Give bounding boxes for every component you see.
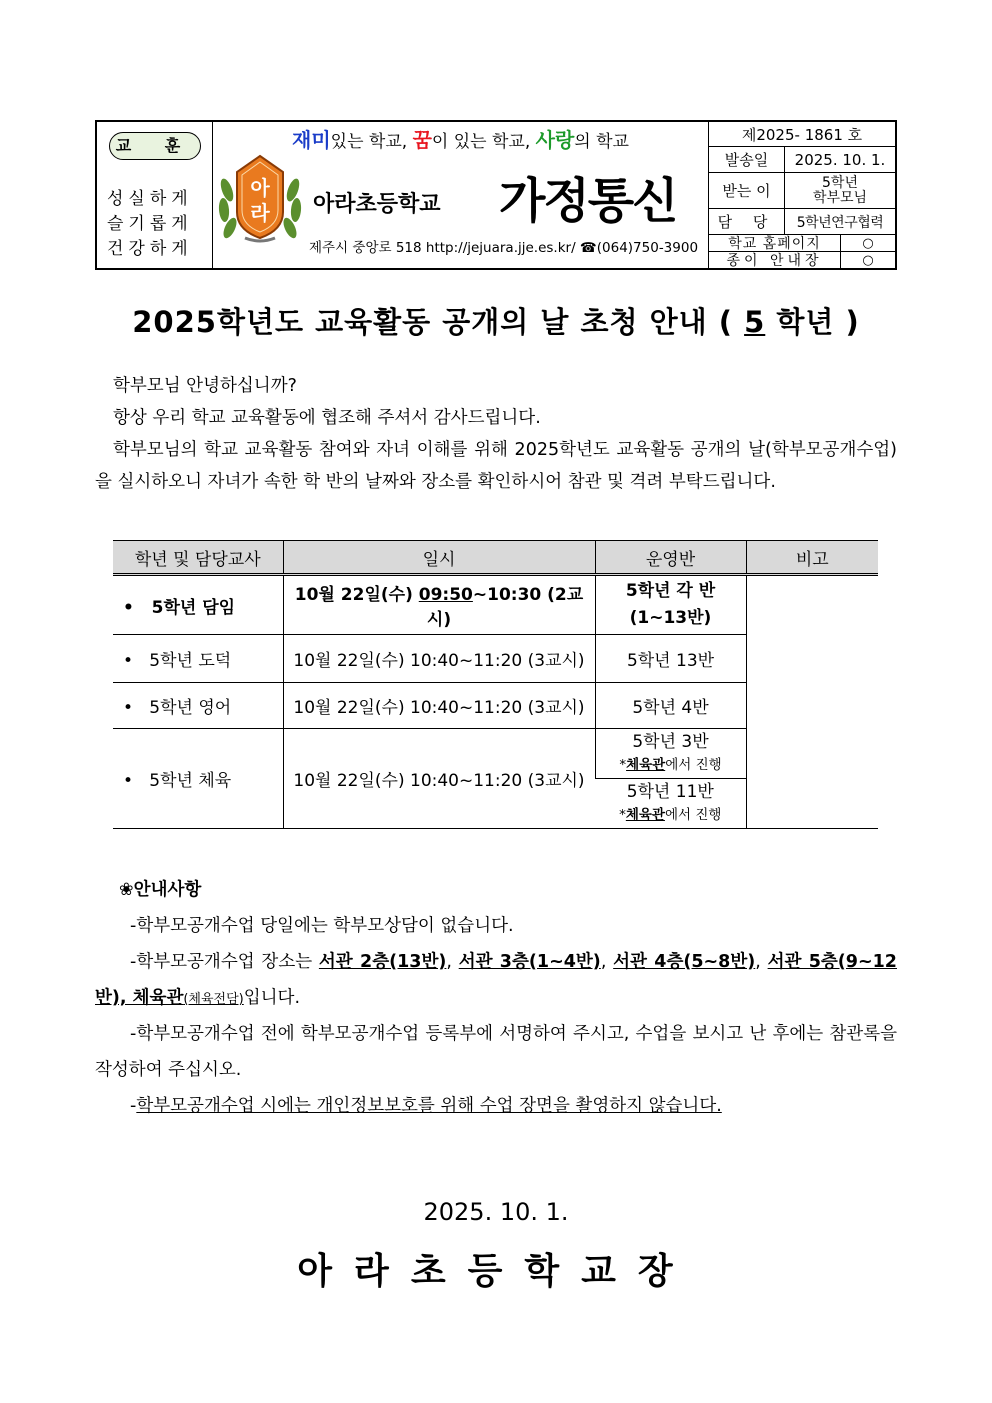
doc-number-row [709, 122, 895, 147]
charge-row [709, 209, 895, 235]
location: 서관 3층(1~4반) [458, 952, 601, 972]
location: 서관 5층(9~12 [767, 952, 897, 972]
charge-value: 5학년연구협력 [796, 214, 884, 231]
location: 서관 2층(13반) [318, 952, 447, 972]
slogan-text: 이 있는 학교, [431, 132, 536, 152]
note-prefix: * [619, 757, 627, 773]
class-cell [595, 575, 746, 635]
motto-line: 건강하게 [107, 239, 193, 259]
note-dash: - [130, 1096, 137, 1116]
time-text: 09:50 [418, 585, 473, 605]
teacher-name: 5학년 담임 [151, 597, 236, 618]
letterhead-center [213, 122, 709, 268]
issue-date: 2025. 10. 1. [423, 1198, 569, 1226]
motto-column [97, 122, 213, 268]
col-header: 비고 [746, 541, 878, 575]
note-text: 학부모공개수업 시에는 개인정보보호를 위해 수업 장면을 촬영하지 않습니다. [136, 1096, 722, 1116]
note-prefix: * [619, 807, 626, 823]
newsletter-name: 가정통신 [499, 173, 677, 229]
teacher-cell [113, 729, 283, 829]
class-text: 5학년 각 반 [625, 581, 716, 601]
motto-badge: 교 훈 [109, 132, 201, 160]
col-header: 일시 [283, 541, 595, 575]
charge-label: 담 당 [709, 209, 785, 234]
notes-heading-text: 안내사항 [133, 880, 202, 900]
sent-date-value: 2025. 10. 1. [794, 150, 886, 169]
title-text: 2025학년도 교육활동 공개의 날 초청 안내 ( [132, 305, 745, 339]
slogan-word: 재미 [292, 128, 331, 152]
paper-notice-label: 종이 안내장 [709, 252, 841, 268]
doc-number: 제2025- 1861 호 [741, 125, 863, 144]
time-cell: 10월 22일(수) 10:40~11:20 (3교시) [283, 729, 595, 829]
note-suffix: 에서 진행 [665, 757, 722, 773]
letterhead [95, 120, 897, 270]
note-item: -학부모공개수업 당일에는 학부모상담이 없습니다. [130, 916, 514, 936]
school-slogan [213, 124, 708, 153]
time-text: 10월 22일(수) [294, 585, 419, 605]
principal-signature: 아라초등학교장 [297, 1251, 695, 1292]
location: 서관 4층(5~8반) [613, 952, 756, 972]
class-cell [595, 729, 746, 779]
location: 반), 체육관 [95, 988, 184, 1008]
school-emblem-logo [215, 150, 305, 246]
class-text: 5학년 11반 [626, 782, 714, 802]
slogan-word: 꿈 [412, 128, 432, 152]
col-header: 운영반 [595, 541, 746, 575]
motto-line: 성실하게 [107, 189, 193, 209]
homepage-label: 학교 홈페이지 [709, 235, 841, 251]
class-text: (1~13반) [629, 608, 712, 628]
svg-text:아: 아 [250, 176, 270, 200]
recipient-value-line: 학부모님 [812, 189, 868, 206]
teacher-cell [113, 635, 283, 683]
time-cell [283, 575, 595, 635]
homepage-check: ○ [862, 235, 874, 251]
recipient-label: 받는 이 [709, 173, 785, 208]
document-info [709, 122, 895, 268]
note-place: 체육관 [625, 807, 665, 823]
class-cell [595, 779, 746, 829]
invitation-paragraph: 학부모님의 학교 교육활동 참여와 자녀 이해를 위해 2025학년도 교육활동 공개의 날(학부모공개수업)을 실시하오니 자녀가 속한 학 반의 날짜와 장소를 확인하시어 참관 및 격려 부탁드립니다. [95, 440, 897, 492]
table-row [113, 575, 878, 635]
bullet: • [123, 771, 134, 791]
title-grade: 5 [744, 305, 766, 339]
class-text: 5학년 3반 [632, 732, 709, 752]
note-item [95, 1088, 897, 1124]
class-note [619, 757, 721, 773]
motto-line: 슬기롭게 [107, 214, 193, 234]
paper-notice-row [709, 252, 895, 268]
bullet: • [123, 597, 134, 618]
table-header-row [113, 541, 878, 575]
slogan-text: 의 학교 [574, 132, 629, 152]
slogan-text: 있는 학교, [330, 132, 413, 152]
teacher-name: 5학년 영어 [149, 698, 232, 718]
notes-heading [95, 872, 897, 908]
class-cell: 5학년 4반 [595, 683, 746, 729]
note-text: -학부모공개수업 장소는 [130, 952, 319, 972]
time-text: ~10:30 (2교시) [426, 585, 584, 630]
school-address: 제주시 중앙로 518 http://jejuara.jje.es.kr/ ☎(064)750-3900 [309, 240, 699, 256]
title-text: 학년 ) [765, 305, 860, 339]
svg-text:라: 라 [250, 201, 270, 225]
time-cell: 10월 22일(수) 10:40~11:20 (3교시) [283, 683, 595, 729]
document-title [0, 300, 992, 341]
thanks-paragraph: 항상 우리 학교 교육활동에 협조해 주셔서 감사드립니다. [113, 408, 541, 428]
bullet: • [123, 651, 134, 671]
greeting: 학부모님 안녕하십니까? [113, 376, 297, 396]
note-cell [746, 575, 878, 829]
note-item: -학부모공개수업 장소는 서관 2층(13반), 서관 3층(1~4반), 서관 4층(5~8반), 서관 5층(9~12 반), 체육관(체육전담)입니다. [95, 952, 897, 1008]
recipient-row [709, 173, 895, 209]
flower-icon: ❀ [119, 880, 134, 900]
teacher-name: 5학년 도덕 [149, 651, 232, 671]
school-name: 아라초등학교 [313, 192, 441, 217]
schedule-table [113, 540, 878, 829]
location-detail: (체육전담) [183, 992, 244, 1007]
teacher-name: 5학년 체육 [149, 771, 232, 791]
note-place: 체육관 [626, 757, 666, 773]
class-cell: 5학년 13반 [595, 635, 746, 683]
note-item: -학부모공개수업 전에 학부모공개수업 등록부에 서명하여 주시고, 수업을 보시고 난 후에는 참관록을 작성하여 주십시오. [95, 1024, 897, 1080]
sent-date-row [709, 147, 895, 173]
bullet: • [123, 698, 134, 718]
slogan-word: 사랑 [535, 128, 575, 152]
recipient-value [785, 173, 895, 208]
sent-date-label: 발송일 [709, 147, 785, 172]
class-note [619, 807, 721, 823]
note-text: 입니다. [243, 988, 301, 1008]
col-header: 학년 및 담당교사 [113, 541, 283, 575]
teacher-cell [113, 575, 283, 635]
teacher-cell [113, 683, 283, 729]
paper-notice-check: ○ [862, 252, 874, 268]
recipient-value-line: 5학년 [822, 174, 858, 191]
time-cell: 10월 22일(수) 10:40~11:20 (3교시) [283, 635, 595, 683]
note-suffix: 에서 진행 [664, 807, 722, 823]
